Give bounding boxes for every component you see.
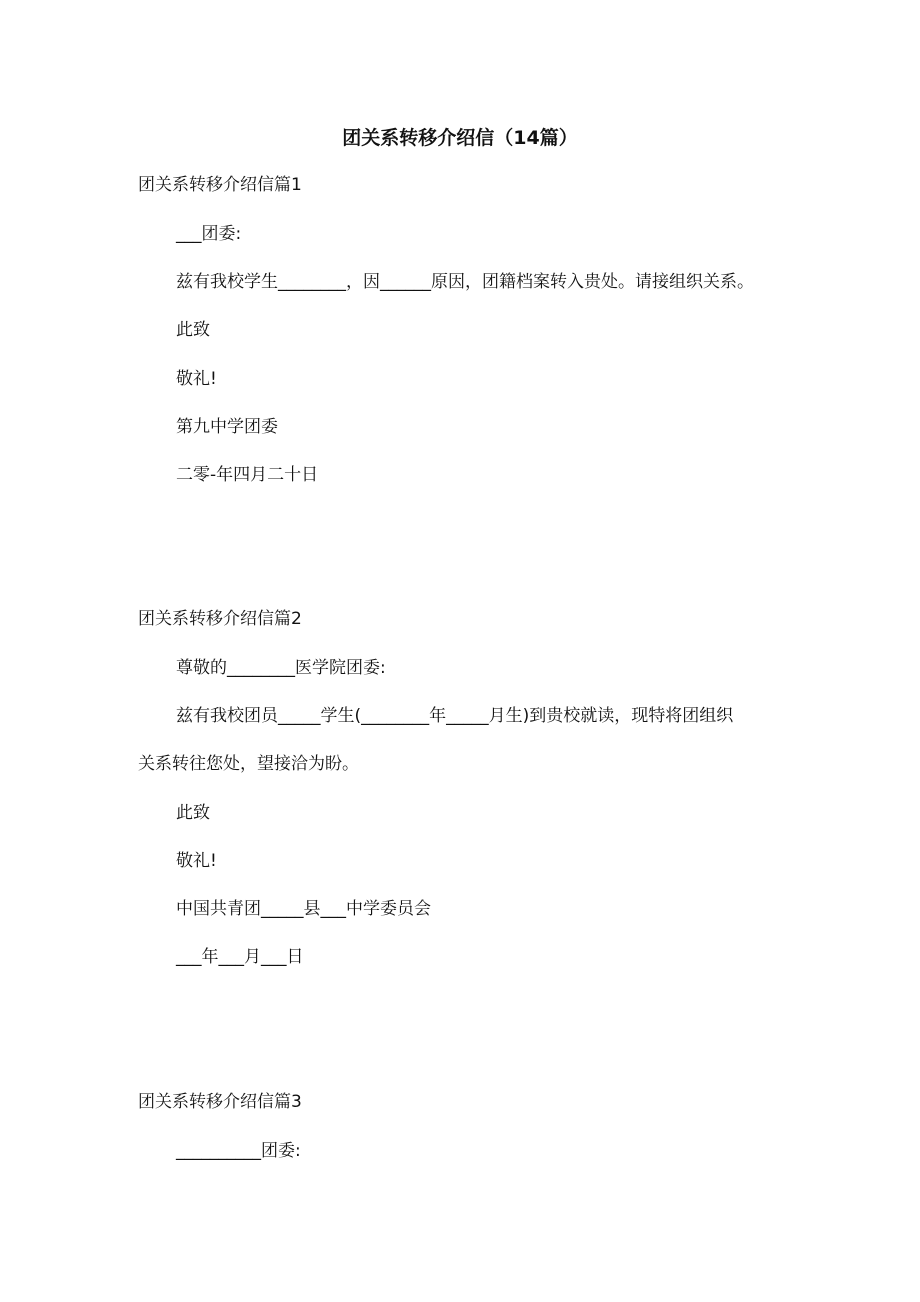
section-1-heading: 团关系转移介绍信篇1	[138, 175, 302, 195]
section-2-signature: 中国共青团_____县___中学委员会	[176, 899, 431, 919]
section-2-body-line-2: 关系转往您处，望接洽为盼。	[138, 754, 359, 774]
section-1-salutation: ___团委:	[176, 224, 242, 244]
section-2-heading: 团关系转移介绍信篇2	[138, 609, 302, 629]
section-1-date: 二零-年四月二十日	[176, 465, 319, 485]
section-1-body: 兹有我校学生________，因______原因，团籍档案转入贵处。请接组织关系。	[176, 272, 754, 292]
section-2-salutation: 尊敬的________医学院团委:	[176, 658, 386, 678]
section-1-closing-2: 敬礼!	[176, 369, 217, 389]
section-3-salutation: __________团委:	[176, 1141, 301, 1161]
section-2-body-line-1: 兹有我校团员_____学生(________年_____月生)到贵校就读，现特将团组织	[176, 706, 734, 726]
section-2-closing-1: 此致	[176, 803, 210, 823]
section-2-date: ___年___月___日	[176, 947, 304, 967]
section-2-closing-2: 敬礼!	[176, 851, 217, 871]
section-3-heading: 团关系转移介绍信篇3	[138, 1092, 302, 1112]
document-title: 团关系转移介绍信（14篇）	[342, 127, 578, 149]
section-1-closing-1: 此致	[176, 320, 210, 340]
section-1-signature: 第九中学团委	[176, 417, 278, 437]
